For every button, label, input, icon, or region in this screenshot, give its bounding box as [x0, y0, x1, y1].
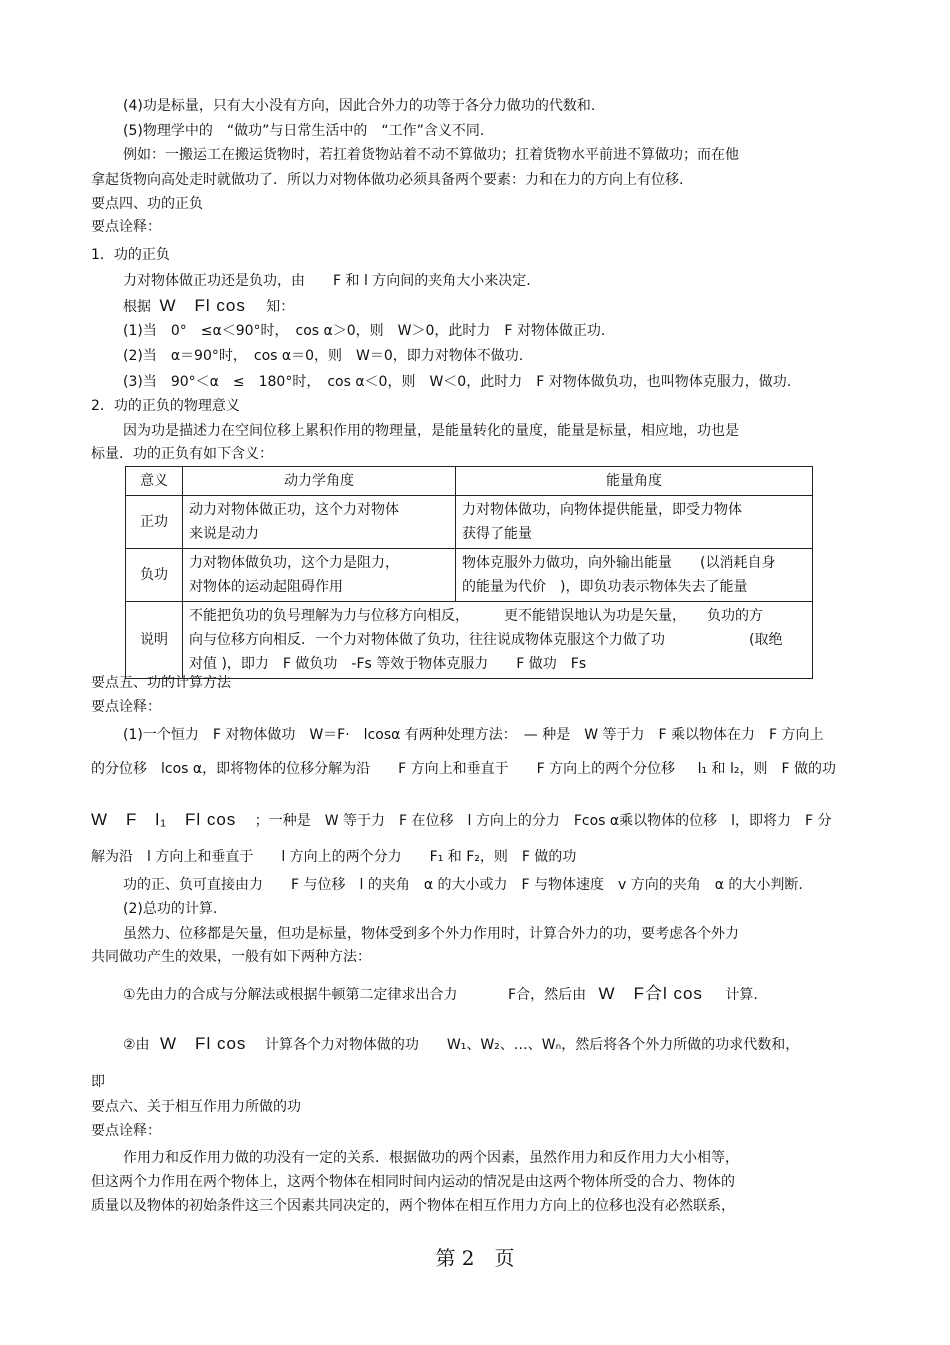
cell-line: 力对物体做负功，这个力是阻力， — [189, 555, 399, 571]
text-line: 要点诠释： — [91, 699, 161, 715]
text-fragment: 知： — [266, 299, 295, 315]
text-line: 例如：一搬运工在搬运货物时，若扛着货物站着不动不算做功；扛着货物水平前进不算做功；而在他 — [123, 147, 739, 163]
text-line — [123, 1035, 799, 1054]
subheading: 2．功的正负的物理意义 — [91, 398, 240, 414]
table-cell — [183, 602, 813, 679]
cell-line: 对物体的运动起阻碍作用 — [189, 579, 343, 595]
text-line: (5)物理学中的 “做功”与日常生活中的 “工作”含义不同. — [123, 123, 485, 139]
table-cell — [456, 549, 813, 602]
table-cell — [183, 549, 456, 602]
text-line: 要点诠释： — [91, 219, 161, 235]
text-line: (3)当 90°＜α ≤ 180°时， cos α＜0，则 W＜0，此时力 F 对物体做负功，也叫物体克服力，做功. — [123, 374, 792, 390]
text-line — [91, 760, 836, 778]
text-line: 拿起货物向高处走时就做功了．所以力对物体做功必须具备两个要素：力和在力的方向上有位移. — [91, 172, 684, 188]
text-line: (1)一个恒力 F 对物体做功 W＝F· lcosα 有两种处理方法： — 种是 W 等于力 F 乘以物体在力 F 方向上 — [123, 727, 824, 743]
text-line: (4)功是标量，只有大小没有方向，因此合外力的功等于各分力做功的代数和. — [123, 98, 596, 114]
text-line: (2)当 α＝90°时， cos α＝0，则 W＝0，即力对物体不做功. — [123, 348, 524, 364]
text-line — [123, 985, 758, 1004]
table-cell — [456, 496, 813, 549]
text-fragment: l₁ 和 l₂，则 F 做的功 — [697, 761, 837, 777]
text-line: 但这两个力作用在两个物体上，这两个物体在相同时间内运动的情况是由这两个物体所受的合力、物体的 — [91, 1174, 735, 1190]
formula: W Fl cos — [159, 296, 246, 315]
text-line: 共同做功产生的效果，一般有如下两种方法： — [91, 949, 371, 965]
text-line: 即 — [91, 1074, 105, 1090]
text-fragment: ；一种是 W 等于力 F 在位移 l 方向上的分力 Fcos α乘以物体的位移 l，即将力 F 分 — [254, 813, 832, 829]
table-row — [126, 602, 813, 679]
text-line: (2)总功的计算. — [123, 901, 218, 917]
formula: W F合l cos — [598, 984, 703, 1003]
section-heading: 要点四、功的正负 — [91, 196, 203, 212]
cell-line: 对值 )，即力 F 做负功 -Fs 等效于物体克服力 F 做功 Fs — [189, 656, 587, 672]
text-line: 因为功是描述力在空间位移上累积作用的物理量，是能量转化的量度，能量是标量，相应地，功也是 — [123, 423, 739, 439]
cell-line: 向与位移方向相反．一个力对物体做了负功，往往说成物体克服这个力做了功 (取绝 — [189, 632, 783, 648]
text-line: 虽然力、位移都是矢量，但功是标量，物体受到多个外力作用时，计算合外力的功，要考虑各个外力 — [123, 926, 739, 942]
cell-line: 获得了能量 — [462, 526, 532, 542]
row-label: 负功 — [126, 549, 183, 602]
text-line — [123, 297, 294, 316]
text-line: 作用力和反作用力做的功没有一定的关系．根据做功的两个因素，虽然作用力和反作用力大小相等， — [123, 1150, 739, 1166]
row-label: 正功 — [126, 496, 183, 549]
table-row — [126, 549, 813, 602]
page-number: 第 2 页 — [435, 1246, 515, 1270]
text-line — [91, 811, 832, 830]
table-header: 意义 — [126, 467, 183, 496]
subheading: 1．功的正负 — [91, 247, 170, 263]
cell-line: 来说是动力 — [189, 526, 259, 542]
cell-line: 的能量为代价 )，即负功表示物体失去了能量 — [462, 579, 748, 595]
text-fragment: 根据 — [123, 299, 151, 315]
table-header: 动力学角度 — [183, 467, 456, 496]
text-fragment: F合，然后由 — [508, 987, 587, 1003]
work-sign-table — [125, 466, 813, 679]
text-fragment: ②由 — [123, 1037, 150, 1053]
formula: W F l₁ Fl cos — [91, 810, 237, 829]
table-row — [126, 496, 813, 549]
table-header-row — [126, 467, 813, 496]
section-heading: 要点六、关于相互作用力所做的功 — [91, 1099, 301, 1115]
text-line: 解为沿 l 方向上和垂直于 l 方向上的两个分力 F₁ 和 F₂，则 F 做的功 — [91, 849, 577, 865]
text-line: (1)当 0° ≤α＜90°时， cos α＞0，则 W＞0，此时力 F 对物体做正功. — [123, 323, 606, 339]
table-cell — [183, 496, 456, 549]
text-line: 功的正、负可直接由力 F 与位移 l 的夹角 α 的大小或力 F 与物体速度 v 方向的夹角 α 的大小判断. — [123, 877, 803, 893]
text-fragment: ①先由力的合成与分解法或根据牛顿第二定律求出合力 — [123, 987, 458, 1003]
cell-line: 物体克服外力做功，向外输出能量 (以消耗自身 — [462, 555, 776, 571]
text-line: 标量．功的正负有如下含义： — [91, 446, 273, 462]
text-line: 要点诠释： — [91, 1123, 161, 1139]
cell-line: 力对物体做功，向物体提供能量，即受力物体 — [462, 502, 742, 518]
text-fragment: 计算. — [725, 987, 758, 1003]
text-fragment: 计算各个力对物体做的功 W₁、W₂、…、Wₙ，然后将各个外力所做的功求代数和， — [264, 1037, 800, 1053]
cell-line: 动力对物体做正功，这个力对物体 — [189, 502, 399, 518]
formula: W Fl cos — [160, 1034, 247, 1053]
text-fragment: 的分位移 lcos α，即将物体的位移分解为沿 F 方向上和垂直于 F 方向上的两个分位移 — [91, 761, 676, 777]
row-label: 说明 — [126, 602, 183, 679]
section-heading: 要点五、功的计算方法 — [91, 675, 231, 691]
cell-line: 不能把负功的负号理解为力与位移方向相反， 更不能错误地认为功是矢量， 负功的方 — [189, 608, 763, 624]
text-line: 力对物体做正功还是负功，由 F 和 l 方向间的夹角大小来决定. — [123, 273, 531, 289]
table-header: 能量角度 — [456, 467, 813, 496]
text-line: 质量以及物体的初始条件这三个因素共同决定的，两个物体在相互作用力方向上的位移也没有必然联系， — [91, 1198, 735, 1214]
